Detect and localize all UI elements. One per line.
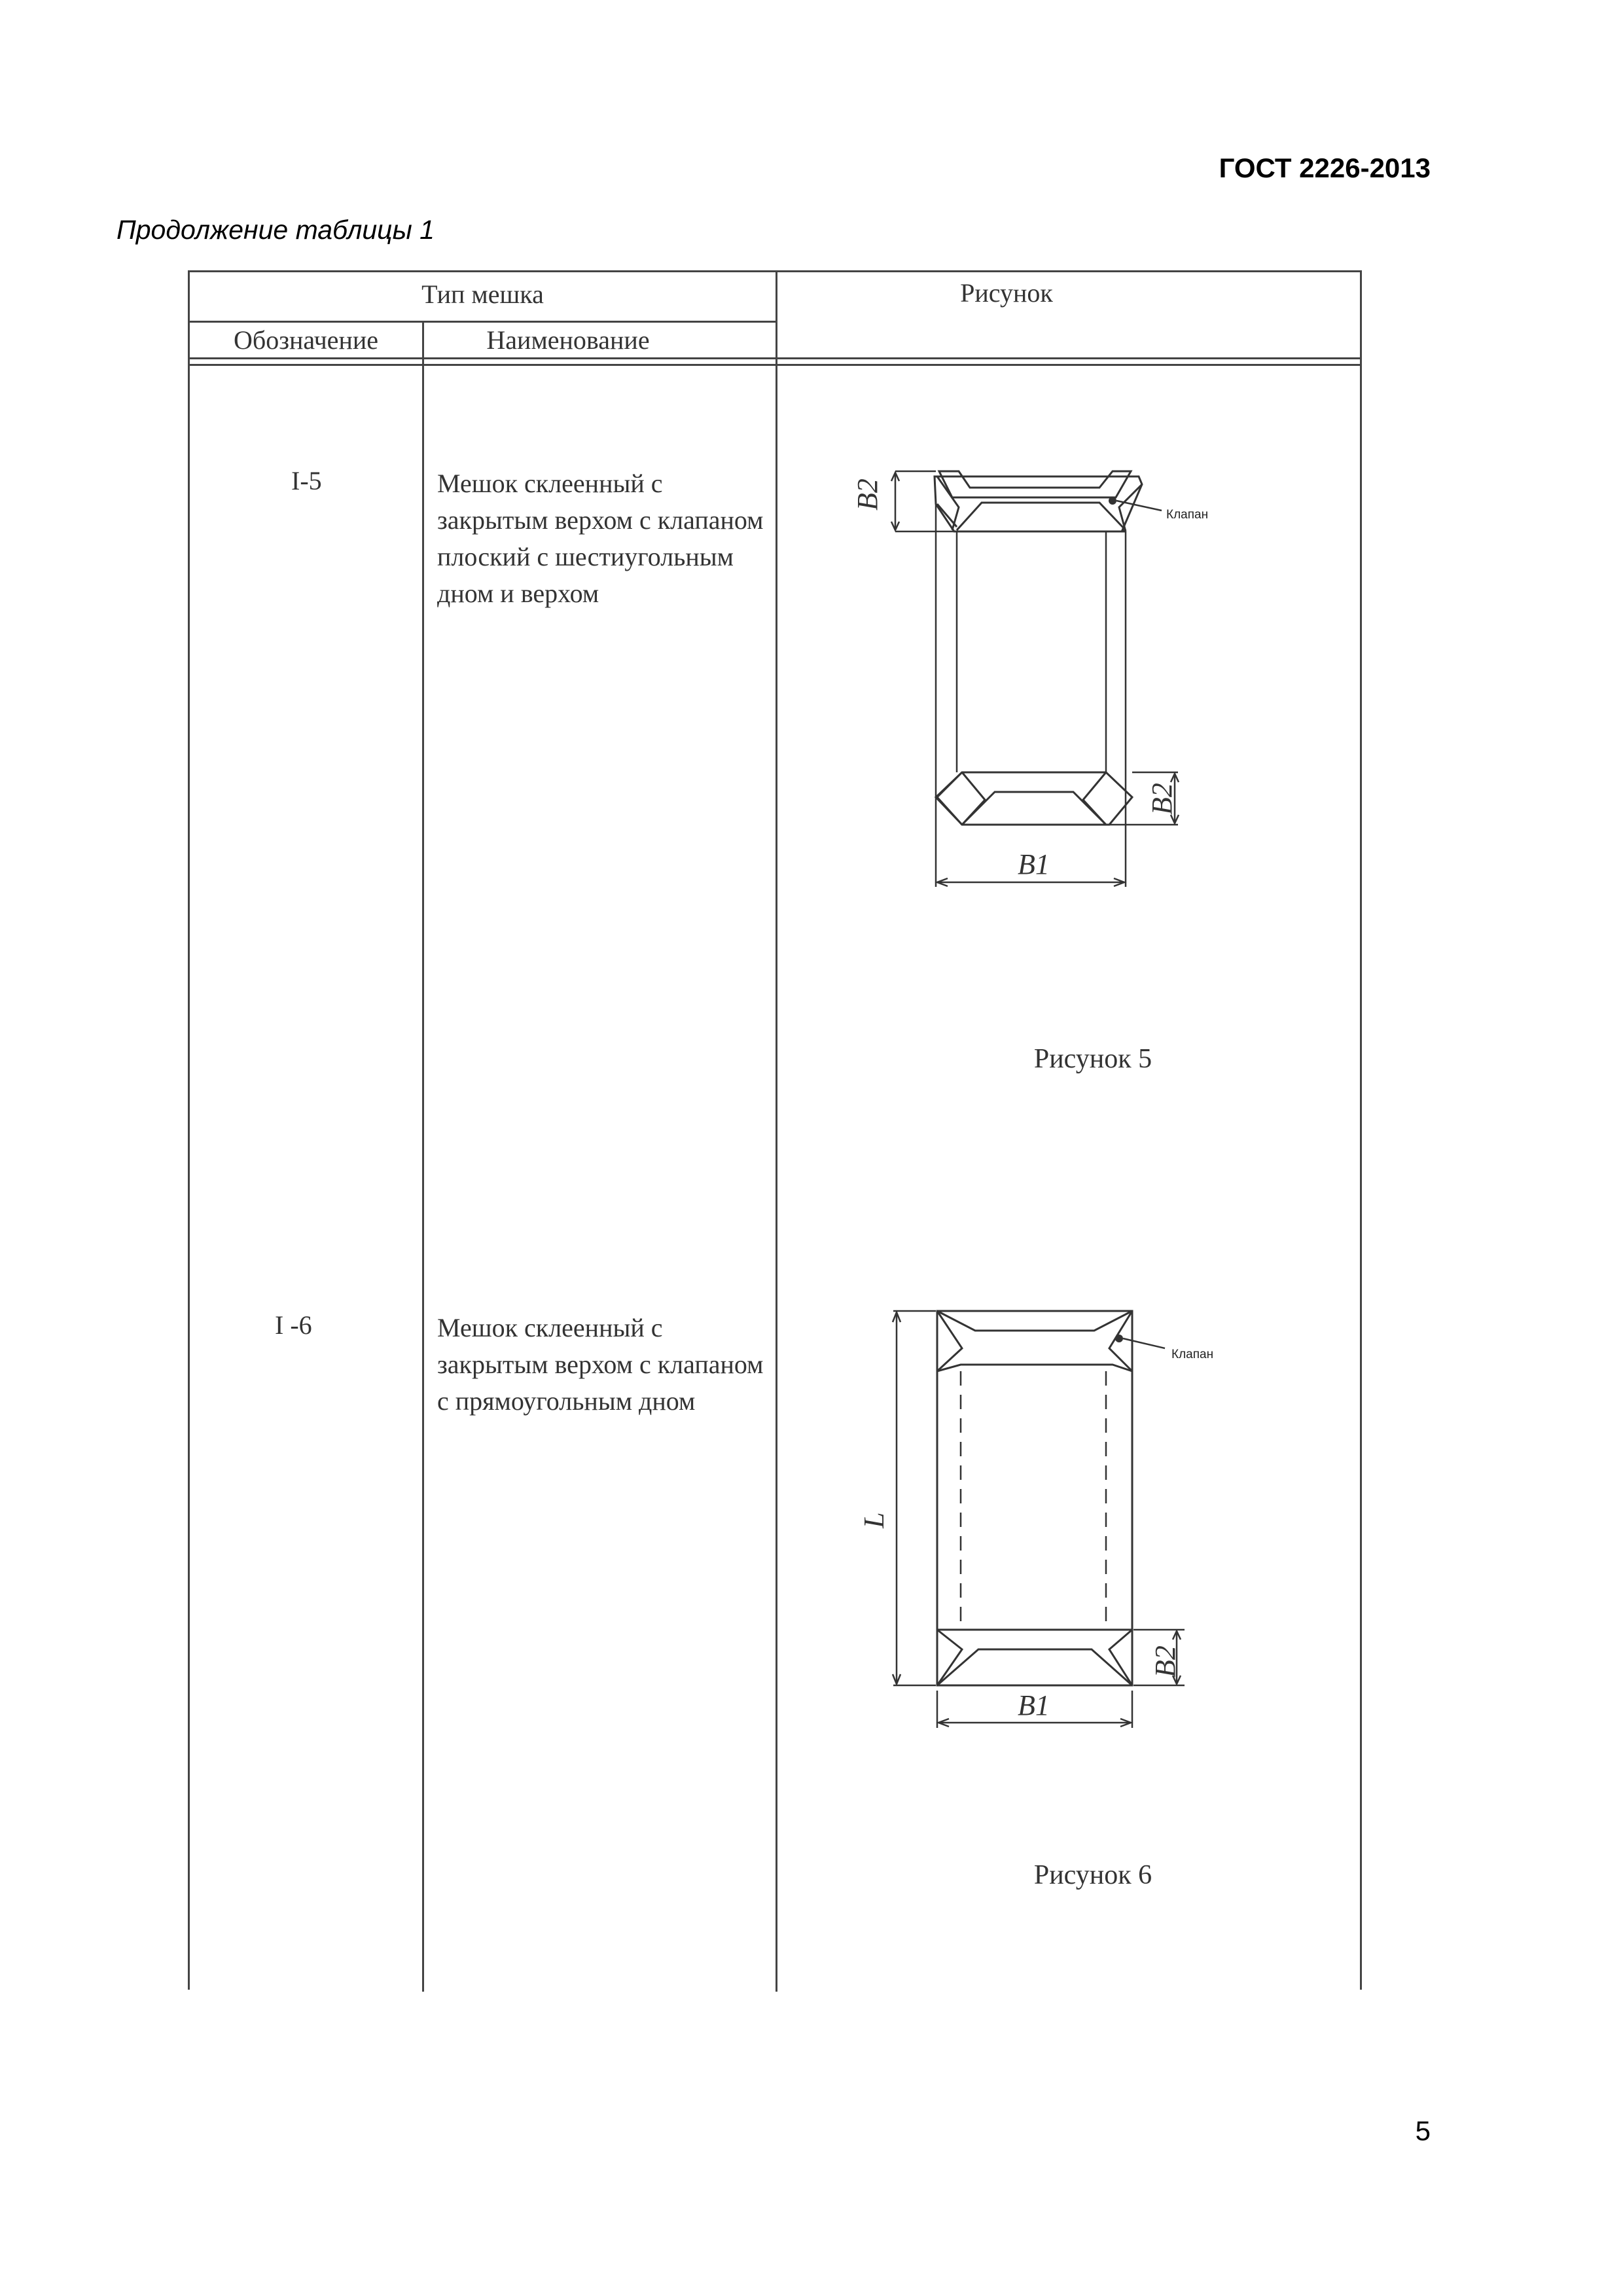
valve-leader <box>1123 1338 1165 1348</box>
valve-label: Клапан <box>1166 508 1209 522</box>
dim-label-b1: B1 <box>1018 1689 1050 1721</box>
dim-label-b2: B2 <box>1149 1645 1181 1677</box>
row-name: Мешок склеенный с закрытым верхом с клапаном плоский с шестиугольным дном и верхом <box>437 469 764 608</box>
row-code: I-5 <box>291 466 322 495</box>
figure-caption: Рисунок 6 <box>1033 1860 1152 1890</box>
dimension-b2 <box>1133 1630 1185 1685</box>
header-name: Наименование <box>486 325 650 355</box>
bag-body <box>937 1311 1132 1685</box>
dim-label-b2: B2 <box>1146 783 1178 815</box>
header-figure: Рисунок <box>960 278 1053 308</box>
valve-point <box>1115 1335 1123 1342</box>
header-bag-type: Тип мешка <box>421 279 544 309</box>
page-number: 5 <box>1415 2115 1431 2146</box>
document-code: ГОСТ 2226-2013 <box>1219 152 1431 183</box>
dim-label-l: L <box>858 1512 890 1528</box>
header-code: Обозначение <box>233 325 379 355</box>
figure-caption: Рисунок 5 <box>1033 1044 1152 1074</box>
valve-label: Клапан <box>1171 1348 1214 1361</box>
dim-label-b1: B1 <box>1018 848 1050 880</box>
row-code: I -6 <box>275 1310 312 1340</box>
row-name: Мешок склеенный с закрытым верхом с клапаном с прямоугольным дном <box>437 1313 764 1416</box>
dim-label-b2: B2 <box>851 478 883 511</box>
dimension-b1 <box>937 1689 1132 1728</box>
table-caption: Продолжение таблицы 1 <box>116 215 435 245</box>
dimension-l <box>858 1311 936 1685</box>
fold-guides <box>961 1371 1106 1630</box>
